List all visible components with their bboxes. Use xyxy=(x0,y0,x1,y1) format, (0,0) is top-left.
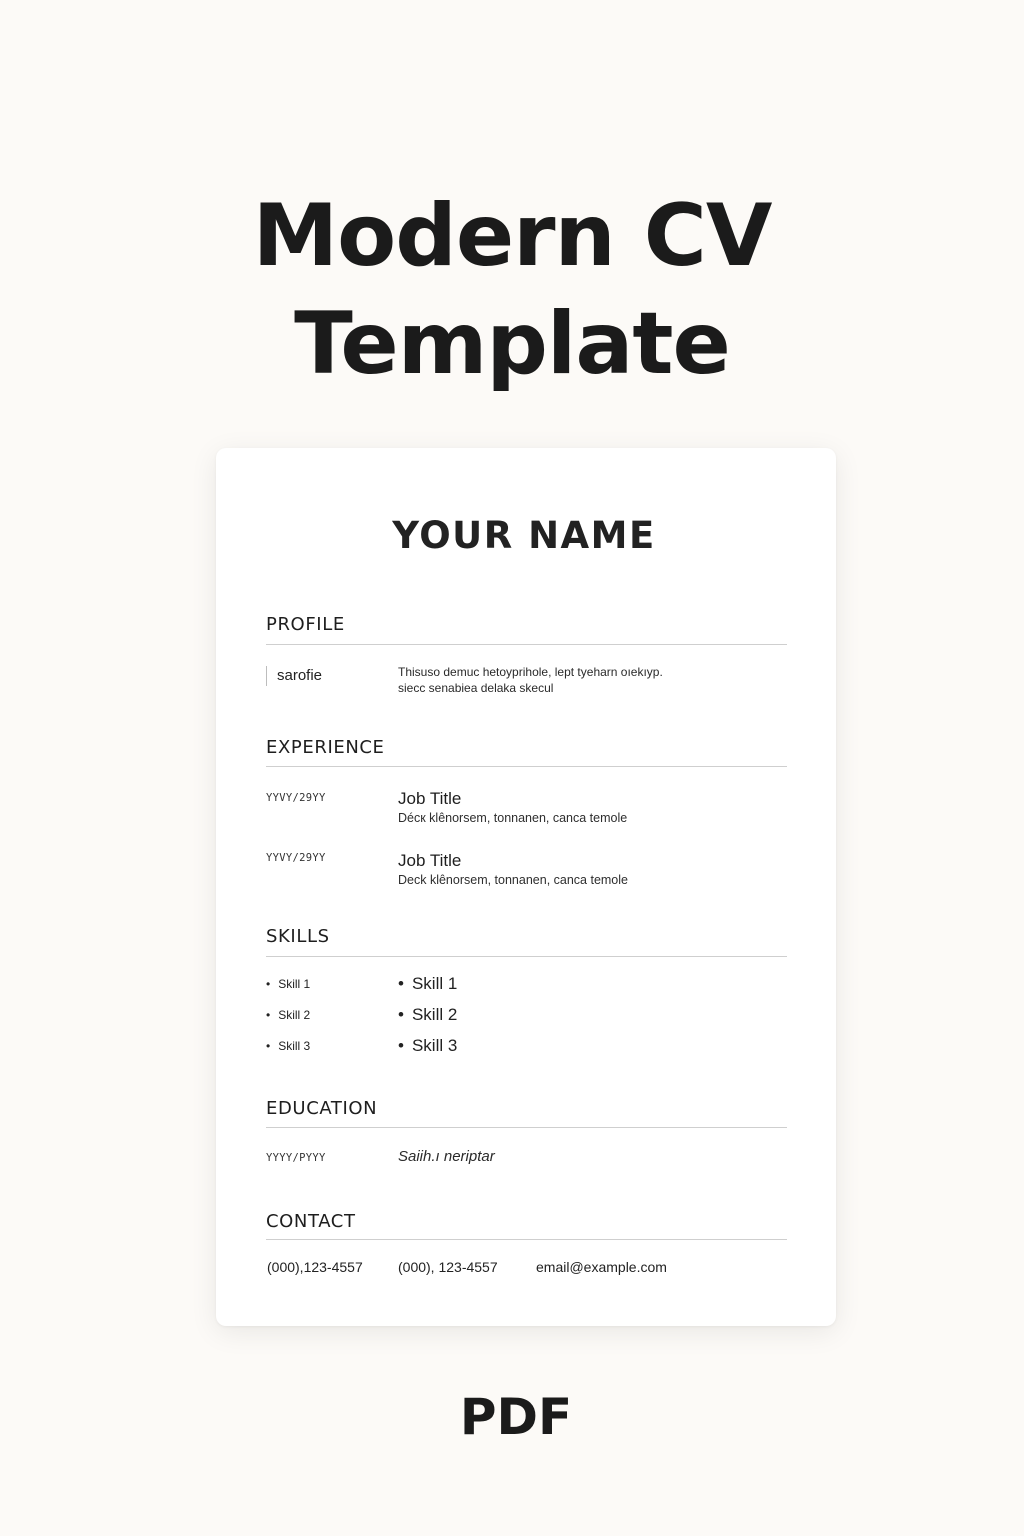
skill-item xyxy=(266,1008,310,1039)
skill-label: Skill 2 xyxy=(411,1005,458,1024)
skill-label: Skill 3 xyxy=(411,1036,458,1055)
profile-text xyxy=(398,664,778,696)
page-title-line-2: Template xyxy=(294,294,730,394)
education-text: Saiih.ı neriptar xyxy=(398,1148,495,1165)
skill-item xyxy=(398,974,457,1005)
contact-heading: CONTACT xyxy=(266,1211,356,1232)
skills-heading: SKILLS xyxy=(266,926,330,947)
cv-card xyxy=(216,448,836,1326)
skill-item xyxy=(398,1005,457,1036)
bullet-icon: • xyxy=(266,1008,271,1022)
bullet-icon: • xyxy=(266,977,271,991)
profile-tag: sarofie xyxy=(266,666,322,686)
skills-list-right xyxy=(398,974,457,1067)
skill-label: Skill 1 xyxy=(411,974,458,993)
contact-divider xyxy=(266,1239,787,1240)
job-title-2: Job Title xyxy=(398,851,462,870)
bullet-icon: • xyxy=(266,1039,271,1053)
page-title xyxy=(0,182,1024,398)
skill-label: Skill 2 xyxy=(278,1008,311,1022)
skills-list-left xyxy=(266,977,310,1070)
profile-text-line-2: siecc senabiea delaka skecul xyxy=(398,681,554,695)
skill-label: Skill 3 xyxy=(278,1039,311,1053)
experience-date-1: YYVY/29YY xyxy=(266,792,326,804)
skill-item xyxy=(266,977,310,1008)
experience-date-2: YYVY/29YY xyxy=(266,852,326,864)
profile-heading: PROFILE xyxy=(266,614,345,635)
bullet-icon: • xyxy=(398,1005,404,1024)
profile-divider xyxy=(266,644,787,645)
education-date: YYYY/PYYY xyxy=(266,1152,326,1164)
experience-heading: EXPERIENCE xyxy=(266,737,385,758)
job-title-1: Job Title xyxy=(398,789,462,808)
job-desc-1: Décк klênorsem, tonnanen, canca temole xyxy=(398,811,628,825)
job-desc-2: Deck klênorsem, tonnanen, canca temole xyxy=(398,873,628,887)
page-title-line-1: Modern CV xyxy=(252,186,772,286)
profile-text-line-1: Thisuso demuc hetoyprihole, lept tyeharn oıekıyp. xyxy=(398,665,663,679)
skills-divider xyxy=(266,956,787,957)
experience-divider xyxy=(266,766,787,767)
education-heading: EDUCATION xyxy=(266,1098,378,1119)
pdf-label: PDF xyxy=(459,1388,573,1446)
skill-item xyxy=(266,1039,310,1070)
bullet-icon: • xyxy=(398,1036,404,1055)
education-divider xyxy=(266,1127,787,1128)
contact-email: email@example.com xyxy=(536,1259,667,1275)
skill-item xyxy=(398,1036,457,1067)
skill-label: Skill 1 xyxy=(278,977,311,991)
cv-name: YOUR NAME xyxy=(392,514,656,557)
contact-phone-1: (000),123-4557 xyxy=(267,1259,363,1275)
contact-phone-2: (000), 123-4557 xyxy=(398,1259,498,1275)
bullet-icon: • xyxy=(398,974,404,993)
